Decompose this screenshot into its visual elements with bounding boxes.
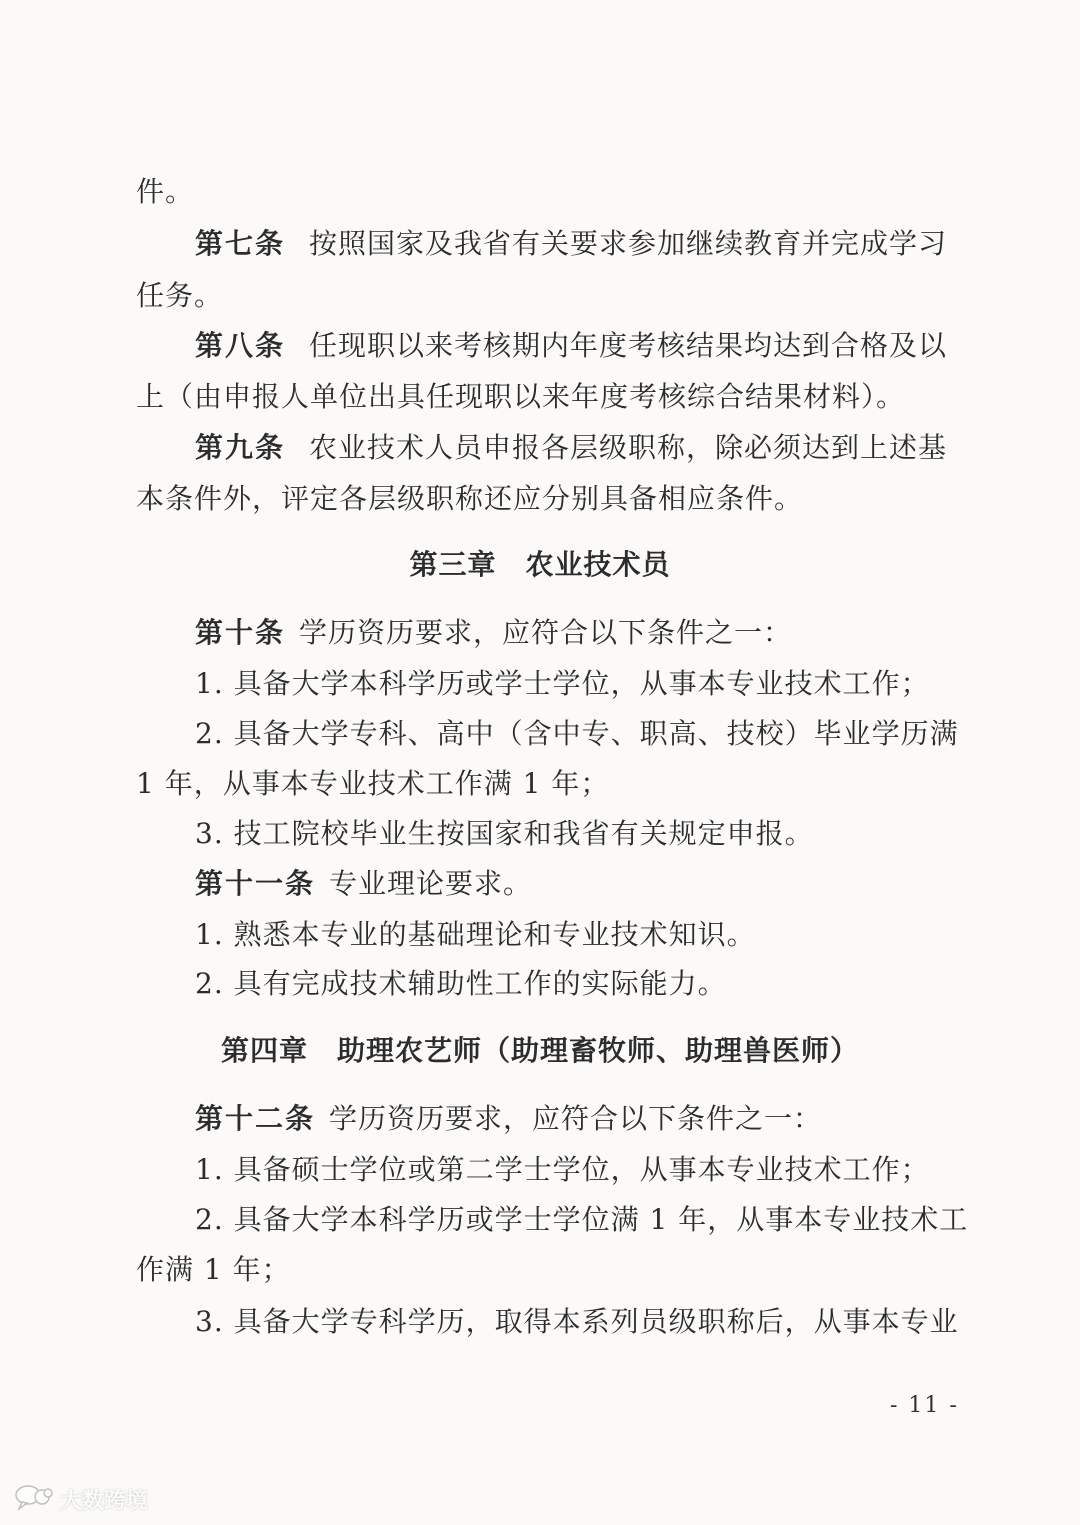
article-text: 学历资历要求，应符合以下条件之一： [329, 1102, 823, 1135]
text-line: 本条件外，评定各层级职称还应分别具备相应条件。 [136, 482, 804, 515]
article-text: 学历资历要求，应符合以下条件之一： [299, 616, 793, 649]
article-8 [195, 326, 947, 366]
article-heading: 第十条 [195, 616, 286, 649]
article-heading: 第十二条 [195, 1102, 316, 1135]
text-line: 1 年，从事本专业技术工作满 1 年； [136, 767, 610, 800]
text-line: 2. 具有完成技术辅助性工作的实际能力。 [195, 967, 727, 1000]
text-line: 上（由申报人单位出具任现职以来年度考核综合结果材料）。 [136, 380, 906, 413]
text-line: 作满 1 年； [136, 1253, 291, 1286]
text-line: 1. 熟悉本专业的基础理论和专业技术知识。 [195, 918, 756, 951]
article-9 [195, 428, 947, 468]
article-text: 任现职以来考核期内年度考核结果均达到合格及以 [309, 329, 948, 362]
text-line: 2. 具备大学本科学历或学士学位满 1 年，从事本专业技术工 [195, 1203, 969, 1236]
chat-bubble-icon [14, 1483, 54, 1515]
text-line: 件。 [136, 175, 195, 208]
article-heading: 第八条 [195, 329, 286, 362]
article-text: 专业理论要求。 [329, 867, 533, 900]
text-line: 1. 具备硕士学位或第二学士学位，从事本专业技术工作； [195, 1153, 930, 1186]
watermark-text: 大数跨境 [60, 1488, 149, 1514]
article-12 [195, 1099, 822, 1139]
text-line: 3. 具备大学专科学历，取得本系列员级职称后，从事本专业 [195, 1305, 959, 1338]
text-line: 任务。 [136, 279, 224, 312]
text-line: 1. 具备大学本科学历或学士学位，从事本专业技术工作； [195, 667, 930, 700]
chapter-heading: 第四章 助理农艺师（助理畜牧师、助理兽医师） [220, 1034, 859, 1067]
chapter-heading: 第三章 农业技术员 [409, 548, 671, 581]
article-heading: 第七条 [195, 227, 286, 260]
article-10 [195, 613, 792, 653]
watermark [14, 1483, 148, 1515]
article-text: 农业技术人员申报各层级职称，除必须达到上述基 [309, 431, 948, 464]
page-number: - 11 - [890, 1393, 959, 1418]
article-11 [195, 864, 532, 904]
article-text: 按照国家及我省有关要求参加继续教育并完成学习 [309, 227, 948, 260]
article-heading: 第九条 [195, 431, 286, 464]
text-line: 3. 技工院校毕业生按国家和我省有关规定申报。 [195, 817, 814, 850]
text-line: 2. 具备大学专科、高中（含中专、职高、技校）毕业学历满 [195, 717, 959, 750]
article-7 [195, 224, 947, 264]
article-heading: 第十一条 [195, 867, 316, 900]
